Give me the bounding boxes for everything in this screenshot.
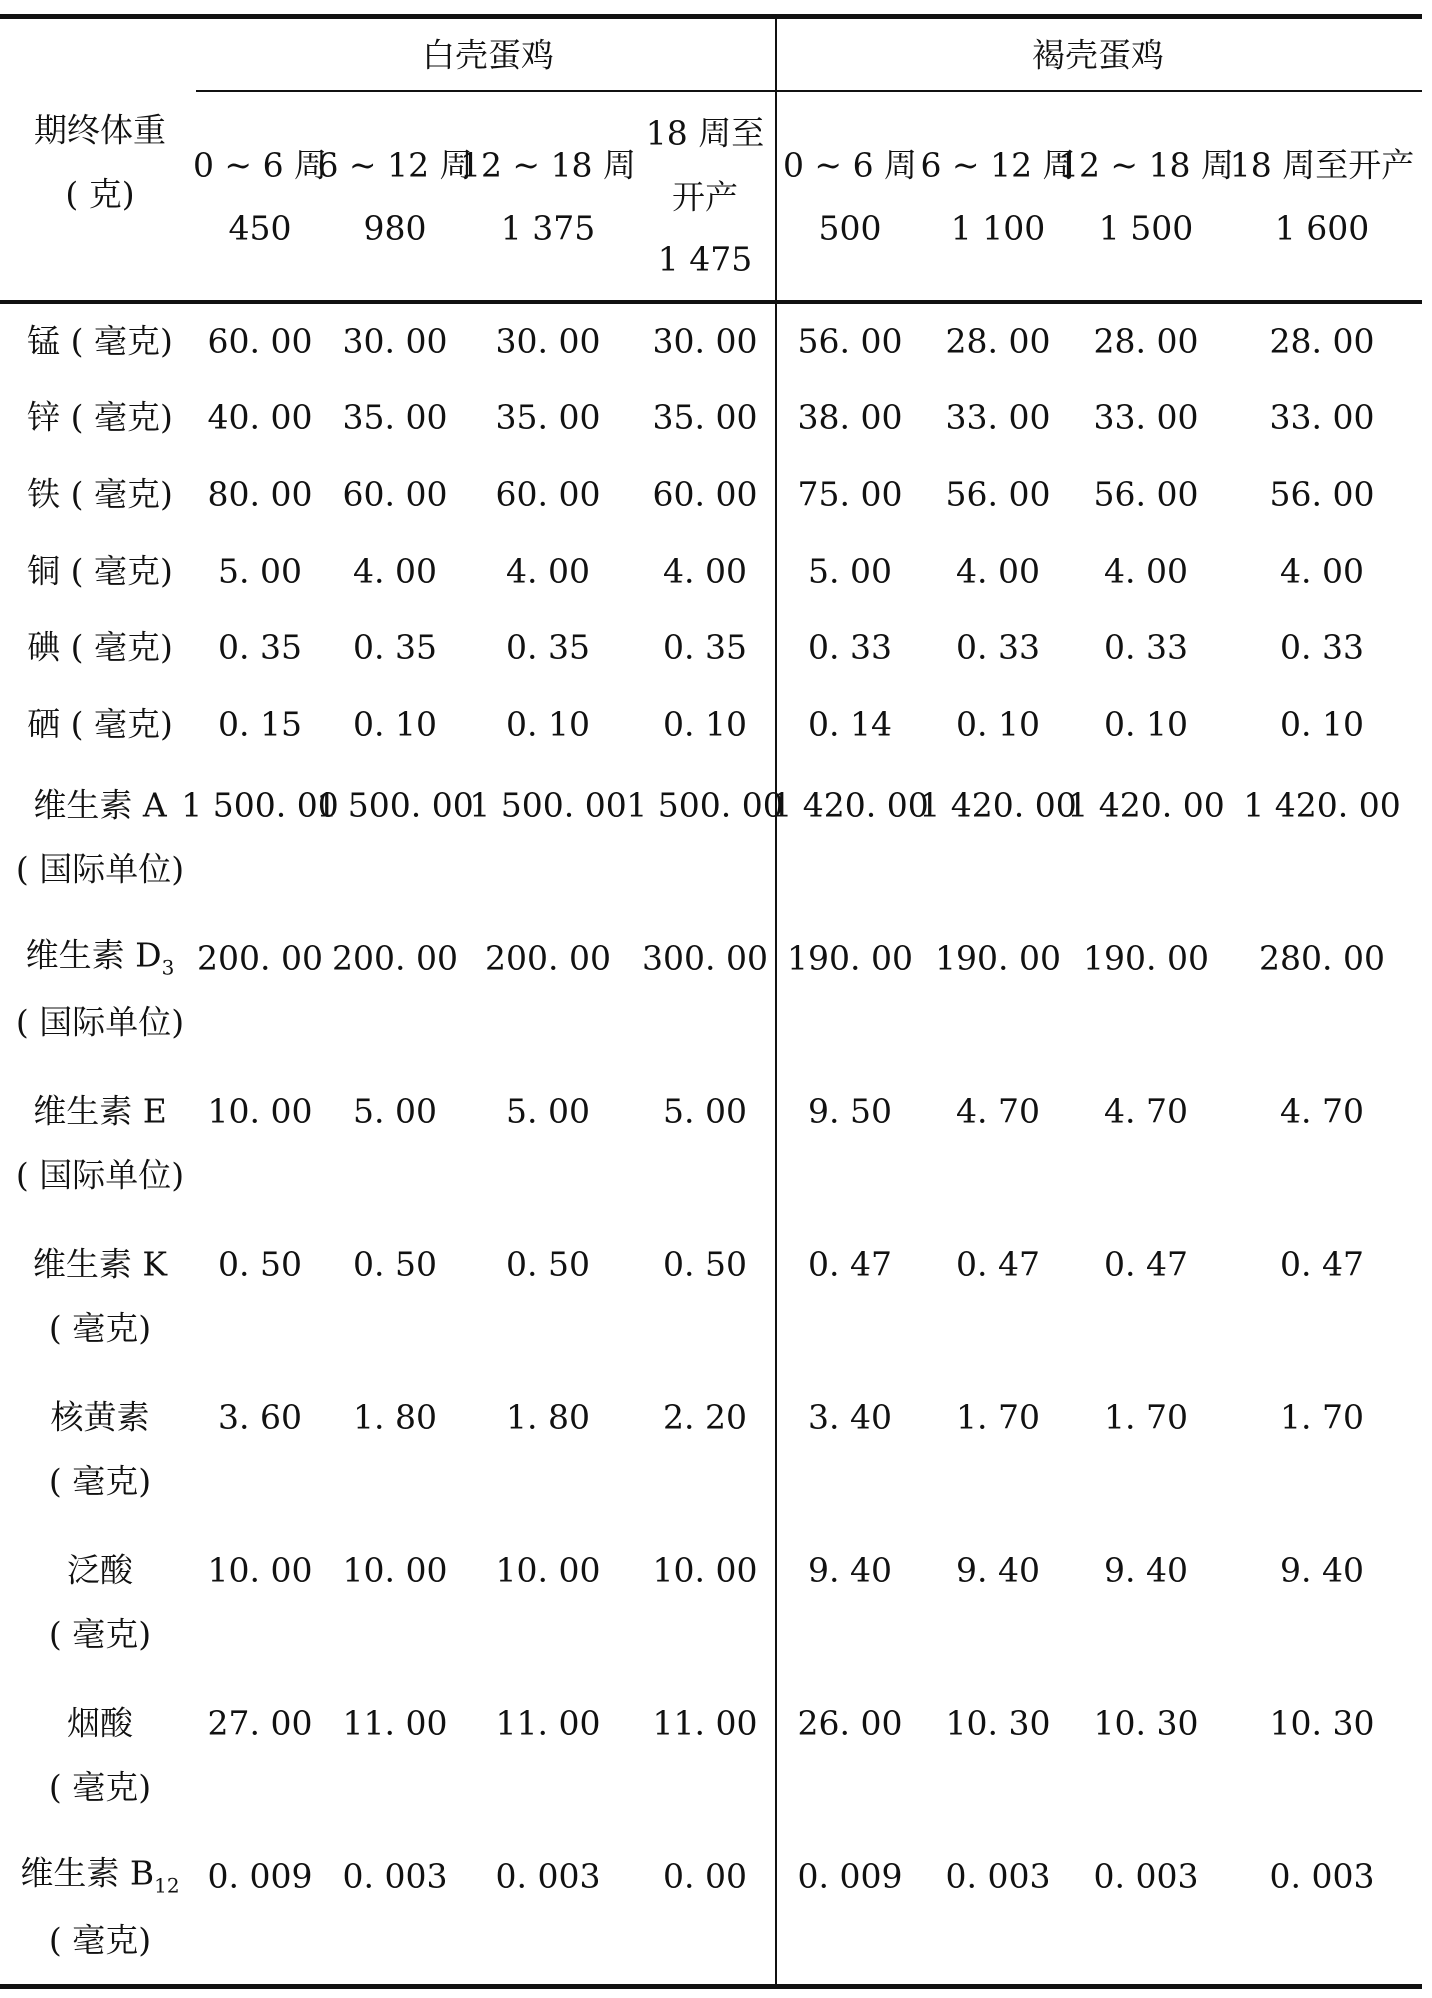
- bottom-rule: [0, 1984, 1422, 1989]
- table-cell: 0. 10: [353, 704, 437, 744]
- row-label: ( 毫克): [48, 1308, 152, 1348]
- table-cell: 4. 70: [1280, 1091, 1364, 1131]
- table-cell: 4. 00: [663, 551, 747, 591]
- table-cell: 280. 00: [1259, 938, 1385, 978]
- table-cell: 5. 00: [506, 1091, 590, 1131]
- table-cell: 5. 00: [218, 551, 302, 591]
- corner-label: 期终体重: [34, 110, 166, 150]
- table-cell: 11. 00: [652, 1703, 758, 1743]
- table-cell: 0. 15: [218, 704, 302, 744]
- column-weight: 1 600: [1274, 208, 1370, 248]
- table-cell: 1 420. 00: [919, 785, 1077, 825]
- table-cell: 40. 00: [207, 397, 313, 437]
- table-cell: 0. 47: [1104, 1244, 1188, 1284]
- table-cell: 4. 00: [506, 551, 590, 591]
- group-header: 白壳蛋鸡: [422, 35, 554, 75]
- row-label: 锌 ( 毫克): [27, 397, 173, 437]
- table-cell: 1 500. 00: [626, 785, 784, 825]
- column-period: 18 周至: [645, 113, 765, 153]
- table-cell: 0. 35: [663, 627, 747, 667]
- table-cell: 1 500. 00: [181, 785, 339, 825]
- table-cell: 4. 70: [1104, 1091, 1188, 1131]
- table-cell: 0. 47: [808, 1244, 892, 1284]
- table-cell: 0. 003: [342, 1856, 448, 1896]
- table-cell: 56. 00: [945, 474, 1051, 514]
- table-cell: 10. 00: [495, 1550, 601, 1590]
- row-label: 维生素 $B_{12}$: [20, 1853, 180, 1898]
- table-cell: 0. 10: [663, 704, 747, 744]
- table-cell: 0. 003: [1093, 1856, 1199, 1896]
- table-cell: 4. 00: [353, 551, 437, 591]
- table-cell: 0. 50: [218, 1244, 302, 1284]
- table-cell: 56. 00: [1269, 474, 1375, 514]
- table-cell: 0. 10: [956, 704, 1040, 744]
- table-cell: 1 420. 00: [771, 785, 929, 825]
- row-label: ( 毫克): [48, 1767, 152, 1807]
- table-cell: 26. 00: [797, 1703, 903, 1743]
- table-cell: 0. 10: [1280, 704, 1364, 744]
- table-cell: 4. 70: [956, 1091, 1040, 1131]
- row-label: ( 毫克): [48, 1614, 152, 1654]
- row-label: 核黄素: [50, 1397, 150, 1437]
- group-divider: [775, 18, 777, 1984]
- table-cell: 4. 00: [1280, 551, 1364, 591]
- table-cell: 4. 00: [1104, 551, 1188, 591]
- table-cell: 190. 00: [787, 938, 913, 978]
- table-cell: 30. 00: [495, 321, 601, 361]
- row-label: 铜 ( 毫克): [27, 551, 173, 591]
- table-cell: 10. 30: [1093, 1703, 1199, 1743]
- table-cell: 60. 00: [342, 474, 448, 514]
- table-cell: 56. 00: [797, 321, 903, 361]
- column-weight: 1 500: [1098, 208, 1194, 248]
- table-cell: 1 500. 00: [316, 785, 474, 825]
- row-label: 维生素 E: [33, 1091, 167, 1131]
- table-cell: 9. 40: [808, 1550, 892, 1590]
- row-label: 烟酸: [67, 1703, 133, 1743]
- table-cell: 3. 60: [218, 1397, 302, 1437]
- table-cell: 0. 35: [353, 627, 437, 667]
- row-label: ( 毫克): [48, 1461, 152, 1501]
- table-cell: 10. 30: [945, 1703, 1051, 1743]
- table-cell: 33. 00: [945, 397, 1051, 437]
- table-cell: 0. 14: [808, 704, 892, 744]
- column-period: 6 ~ 12 周: [920, 145, 1076, 185]
- table-cell: 10. 00: [342, 1550, 448, 1590]
- table-cell: 60. 00: [652, 474, 758, 514]
- table-cell: 56. 00: [1093, 474, 1199, 514]
- row-label: 锰 ( 毫克): [27, 321, 173, 361]
- table-cell: 0. 003: [495, 1856, 601, 1896]
- table-cell: 75. 00: [797, 474, 903, 514]
- corner-label: ( 克): [65, 174, 135, 214]
- table-cell: 200. 00: [485, 938, 611, 978]
- table-cell: 30. 00: [652, 321, 758, 361]
- column-weight: 980: [363, 208, 427, 248]
- table-cell: 35. 00: [495, 397, 601, 437]
- table-cell: 1 500. 00: [469, 785, 627, 825]
- table-cell: 80. 00: [207, 474, 313, 514]
- table-cell: 0. 35: [218, 627, 302, 667]
- table-cell: 28. 00: [945, 321, 1051, 361]
- row-label: 维生素 $D_3$: [25, 935, 175, 980]
- table-cell: 10. 30: [1269, 1703, 1375, 1743]
- group-underline: [196, 90, 1422, 92]
- table-cell: 190. 00: [935, 938, 1061, 978]
- table-cell: 9. 40: [1280, 1550, 1364, 1590]
- table-cell: 200. 00: [332, 938, 458, 978]
- table-cell: 35. 00: [342, 397, 448, 437]
- column-period: 12 ~ 18 周: [459, 145, 637, 185]
- table-cell: 38. 00: [797, 397, 903, 437]
- table-cell: 5. 00: [808, 551, 892, 591]
- table-cell: 1. 70: [1280, 1397, 1364, 1437]
- table-cell: 1. 80: [353, 1397, 437, 1437]
- row-label: ( 国际单位): [15, 1002, 185, 1042]
- table-cell: 0. 50: [663, 1244, 747, 1284]
- table-cell: 1 420. 00: [1067, 785, 1225, 825]
- table-cell: 0. 003: [1269, 1856, 1375, 1896]
- table-cell: 1. 80: [506, 1397, 590, 1437]
- table-cell: 9. 40: [1104, 1550, 1188, 1590]
- table-cell: 0. 47: [1280, 1244, 1364, 1284]
- label-subscript: 3: [161, 955, 175, 980]
- column-weight: 1 375: [500, 208, 596, 248]
- row-label: 铁 ( 毫克): [27, 474, 173, 514]
- column-period: 12 ~ 18 周: [1057, 145, 1235, 185]
- column-weight: 1 475: [657, 239, 753, 279]
- table-cell: 4. 00: [956, 551, 1040, 591]
- row-label: ( 国际单位): [15, 1155, 185, 1195]
- table-cell: 10. 00: [652, 1550, 758, 1590]
- table-cell: 11. 00: [342, 1703, 448, 1743]
- row-label: ( 毫克): [48, 1920, 152, 1960]
- column-period: 0 ~ 6 周: [192, 145, 328, 185]
- table-cell: 11. 00: [495, 1703, 601, 1743]
- column-period: 6 ~ 12 周: [317, 145, 473, 185]
- table-cell: 5. 00: [353, 1091, 437, 1131]
- column-weight: 1 100: [950, 208, 1046, 248]
- table-cell: 0. 33: [808, 627, 892, 667]
- column-weight: 500: [818, 208, 882, 248]
- table-cell: 0. 10: [506, 704, 590, 744]
- label-subscript: 12: [154, 1873, 180, 1898]
- table-cell: 0. 33: [956, 627, 1040, 667]
- table-cell: 5. 00: [663, 1091, 747, 1131]
- table-cell: 190. 00: [1083, 938, 1209, 978]
- table-cell: 0. 00: [663, 1856, 747, 1896]
- table-cell: 0. 009: [207, 1856, 313, 1896]
- table-cell: 35. 00: [652, 397, 758, 437]
- row-label: ( 国际单位): [15, 849, 185, 889]
- top-rule: [0, 14, 1422, 19]
- table-cell: 1. 70: [1104, 1397, 1188, 1437]
- table-cell: 10. 00: [207, 1091, 313, 1131]
- table-cell: 0. 003: [945, 1856, 1051, 1896]
- table-cell: 1. 70: [956, 1397, 1040, 1437]
- table-cell: 60. 00: [207, 321, 313, 361]
- row-label: 维生素 K: [32, 1244, 168, 1284]
- row-label: 泛酸: [67, 1550, 133, 1590]
- table-cell: 0. 33: [1104, 627, 1188, 667]
- table-cell: 0. 10: [1104, 704, 1188, 744]
- table-cell: 9. 50: [808, 1091, 892, 1131]
- table-cell: 27. 00: [207, 1703, 313, 1743]
- table-cell: 0. 47: [956, 1244, 1040, 1284]
- table-cell: 9. 40: [956, 1550, 1040, 1590]
- header-rule: [0, 300, 1422, 304]
- table-cell: 30. 00: [342, 321, 448, 361]
- table-cell: 28. 00: [1269, 321, 1375, 361]
- table-cell: 33. 00: [1093, 397, 1199, 437]
- row-label: 硒 ( 毫克): [27, 704, 173, 744]
- column-period: 0 ~ 6 周: [782, 145, 918, 185]
- table-cell: 1 420. 00: [1243, 785, 1401, 825]
- table-cell: 200. 00: [197, 938, 323, 978]
- table-cell: 0. 009: [797, 1856, 903, 1896]
- row-label: 维生素 A: [33, 785, 167, 825]
- table-cell: 0. 35: [506, 627, 590, 667]
- table-cell: 60. 00: [495, 474, 601, 514]
- column-period: 18 周至开产: [1229, 145, 1415, 185]
- column-weight: 450: [228, 208, 292, 248]
- group-header: 褐壳蛋鸡: [1032, 35, 1164, 75]
- table-cell: 33. 00: [1269, 397, 1375, 437]
- table-cell: 0. 50: [353, 1244, 437, 1284]
- column-period: 开产: [672, 177, 738, 217]
- table-cell: 0. 50: [506, 1244, 590, 1284]
- table-cell: 10. 00: [207, 1550, 313, 1590]
- table-cell: 28. 00: [1093, 321, 1199, 361]
- table-cell: 300. 00: [642, 938, 768, 978]
- table-cell: 0. 33: [1280, 627, 1364, 667]
- row-label: 碘 ( 毫克): [27, 627, 173, 667]
- table-cell: 3. 40: [808, 1397, 892, 1437]
- table-cell: 2. 20: [663, 1397, 747, 1437]
